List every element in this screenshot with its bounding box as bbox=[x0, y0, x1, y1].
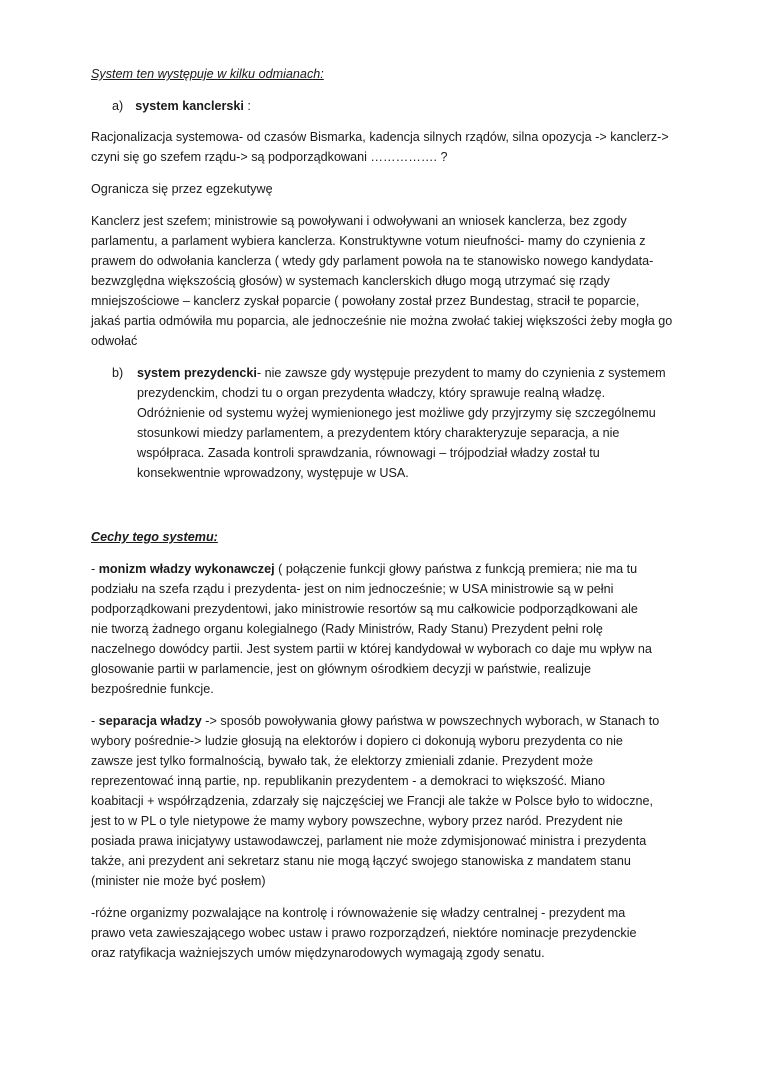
item-a-marker: a) bbox=[112, 99, 124, 113]
paragraph-line: reprezentować inną partie, np. republikanin prezydentem - a demokraci to większość. Miano bbox=[91, 774, 605, 788]
feature-2-prefix: - bbox=[91, 714, 99, 728]
item-a-heading bbox=[112, 98, 251, 114]
paragraph-line: podziału na szefa rządu i prezydenta- jest on nim jednocześnie; w USA ministrowie są w pełni bbox=[91, 582, 614, 596]
item-b-title: system prezydencki bbox=[137, 366, 257, 380]
paragraph-line: jest to w PL o tyle nietypowe że mamy wybory powszechne, wybory przez naród. Prezydent nie bbox=[91, 814, 623, 828]
feature-2-first-line bbox=[91, 713, 659, 729]
item-b-marker: b) bbox=[112, 366, 124, 380]
paragraph-line: prawo veta zawieszającego wobec ustaw i prawo rozporządzeń, niektóre nominacje prezydenckie bbox=[91, 926, 637, 940]
paragraph-line: naczelnego dowódcy partii. Jest system partii w której kandydował w wyborach co daje mu wpływ na bbox=[91, 642, 652, 656]
paragraph-line: współpraca. Zasada kontroli sprawdzania, równowagi – trójpodział władzy został tu bbox=[137, 446, 600, 460]
item-a-title: system kanclerski bbox=[135, 99, 244, 113]
feature-2-title: separacja władzy bbox=[98, 714, 202, 728]
item-b-text: - nie zawsze gdy występuje prezydent to mamy do czynienia z systemem bbox=[256, 366, 666, 380]
feature-1-first-line bbox=[91, 561, 637, 577]
paragraph-line: bezwzględna większością głosów) w systemach kanclerskich długo mogą utrzymać się rządy bbox=[91, 274, 610, 288]
features-heading: Cechy tego systemu: bbox=[91, 530, 218, 544]
paragraph-line: glosowanie partii w parlamencie, jest on głównym ośrodkiem decyzji w państwie, realizuje bbox=[91, 662, 591, 676]
paragraph-line: bezpośrednie funkcje. bbox=[91, 682, 214, 696]
paragraph-line: (minister nie może być posłem) bbox=[91, 874, 266, 888]
feature-1-title: monizm władzy wykonawczej bbox=[98, 562, 275, 576]
feature-2-text: -> sposób powoływania głowy państwa w powszechnych wyborach, w Stanach to bbox=[201, 714, 660, 728]
paragraph-line: stosunkowi miedzy parlamentem, a prezydentem który charakteryzuje separacja, a nie bbox=[137, 426, 620, 440]
paragraph-line: posiada prawa inicjatywy ustawodawczej, parlament nie może zdymisjonować ministra i prezydenta bbox=[91, 834, 647, 848]
paragraph-line: oraz ratyfikacja ważniejszych umów międzynarodowych wymagają zgody senatu. bbox=[91, 946, 545, 960]
paragraph-line: zawsze jest tylko formalnością, bywało tak, że elektorzy zmieniali zdanie. Prezydent może bbox=[91, 754, 594, 768]
paragraph-line: wybory pośrednie-> ludzie głosują na elektorów i dopiero ci dokonują wyboru prezydenta co nie bbox=[91, 734, 623, 748]
paragraph-line: konsekwentnie wprowadzony, występuje w USA. bbox=[137, 466, 409, 480]
paragraph-line: koabitacji + współrządzenia, zdarzały się najczęściej we Francji ale także w Polsce było to widoczne, bbox=[91, 794, 654, 808]
paragraph-line: nie tworzą żadnego organu kolegialnego (Rady Ministrów, Rady Stanu) Prezydent pełni rolę bbox=[91, 622, 603, 636]
paragraph-line: prawem do odwołania kanclerza ( wtedy gdy parlament powoła na te stanowisko nowego kandydata- bbox=[91, 254, 654, 268]
paragraph-line: Kanclerz jest szefem; ministrowie są powoływani i odwoływani an wniosek kanclerza, bez zgody bbox=[91, 214, 627, 228]
paragraph-line: podporządkowani prezydentowi, jako ministrowie resortów są mu całkowicie podporządkowani ale bbox=[91, 602, 638, 616]
section-heading: System ten występuje w kilku odmianach: bbox=[91, 67, 324, 81]
paragraph-line: prezydenckim, chodzi tu o organ prezydenta władczy, który sprawuje realną władzę. bbox=[137, 386, 606, 400]
paragraph-line: jakaś partia odmówiła mu poparcia, ale jednocześnie nie można zwołać takiej większości żeby mogła go bbox=[91, 314, 673, 328]
feature-1-prefix: - bbox=[91, 562, 99, 576]
paragraph-line: Odróżnienie od systemu wyżej wymienionego jest możliwe gdy przyjrzymy się szczególnemu bbox=[137, 406, 656, 420]
feature-1-text: ( połączenie funkcji głowy państwa z funkcją premiera; nie ma tu bbox=[274, 562, 638, 576]
paragraph-line: parlamentu, a parlament wybiera kanclerza. Konstruktywne votum nieufności- mamy do czynienia z bbox=[91, 234, 646, 248]
item-a-title-suffix: : bbox=[243, 99, 251, 113]
paragraph-line: odwołać bbox=[91, 334, 138, 348]
item-b-first-line bbox=[137, 365, 666, 381]
paragraph-line: Racjonalizacja systemowa- od czasów Bismarka, kadencja silnych rządów, silna opozycja -> kanclerz-> bbox=[91, 130, 669, 144]
paragraph-line: Ogranicza się przez egzekutywę bbox=[91, 182, 273, 196]
paragraph-line: także, ani prezydent ani sekretarz stanu nie mogą łączyć swojego stanowiska z mandatem stanu bbox=[91, 854, 631, 868]
paragraph-line: mniejszościowe – kanclerz zyskał poparcie ( powołany został przez Bundestag, stracił te poparcie, bbox=[91, 294, 640, 308]
paragraph-line: czyni się go szefem rządu-> są podporządkowani ……………. ? bbox=[91, 150, 448, 164]
paragraph-line: -różne organizmy pozwalające na kontrolę i równoważenie się władzy centralnej - prezydent ma bbox=[91, 906, 626, 920]
